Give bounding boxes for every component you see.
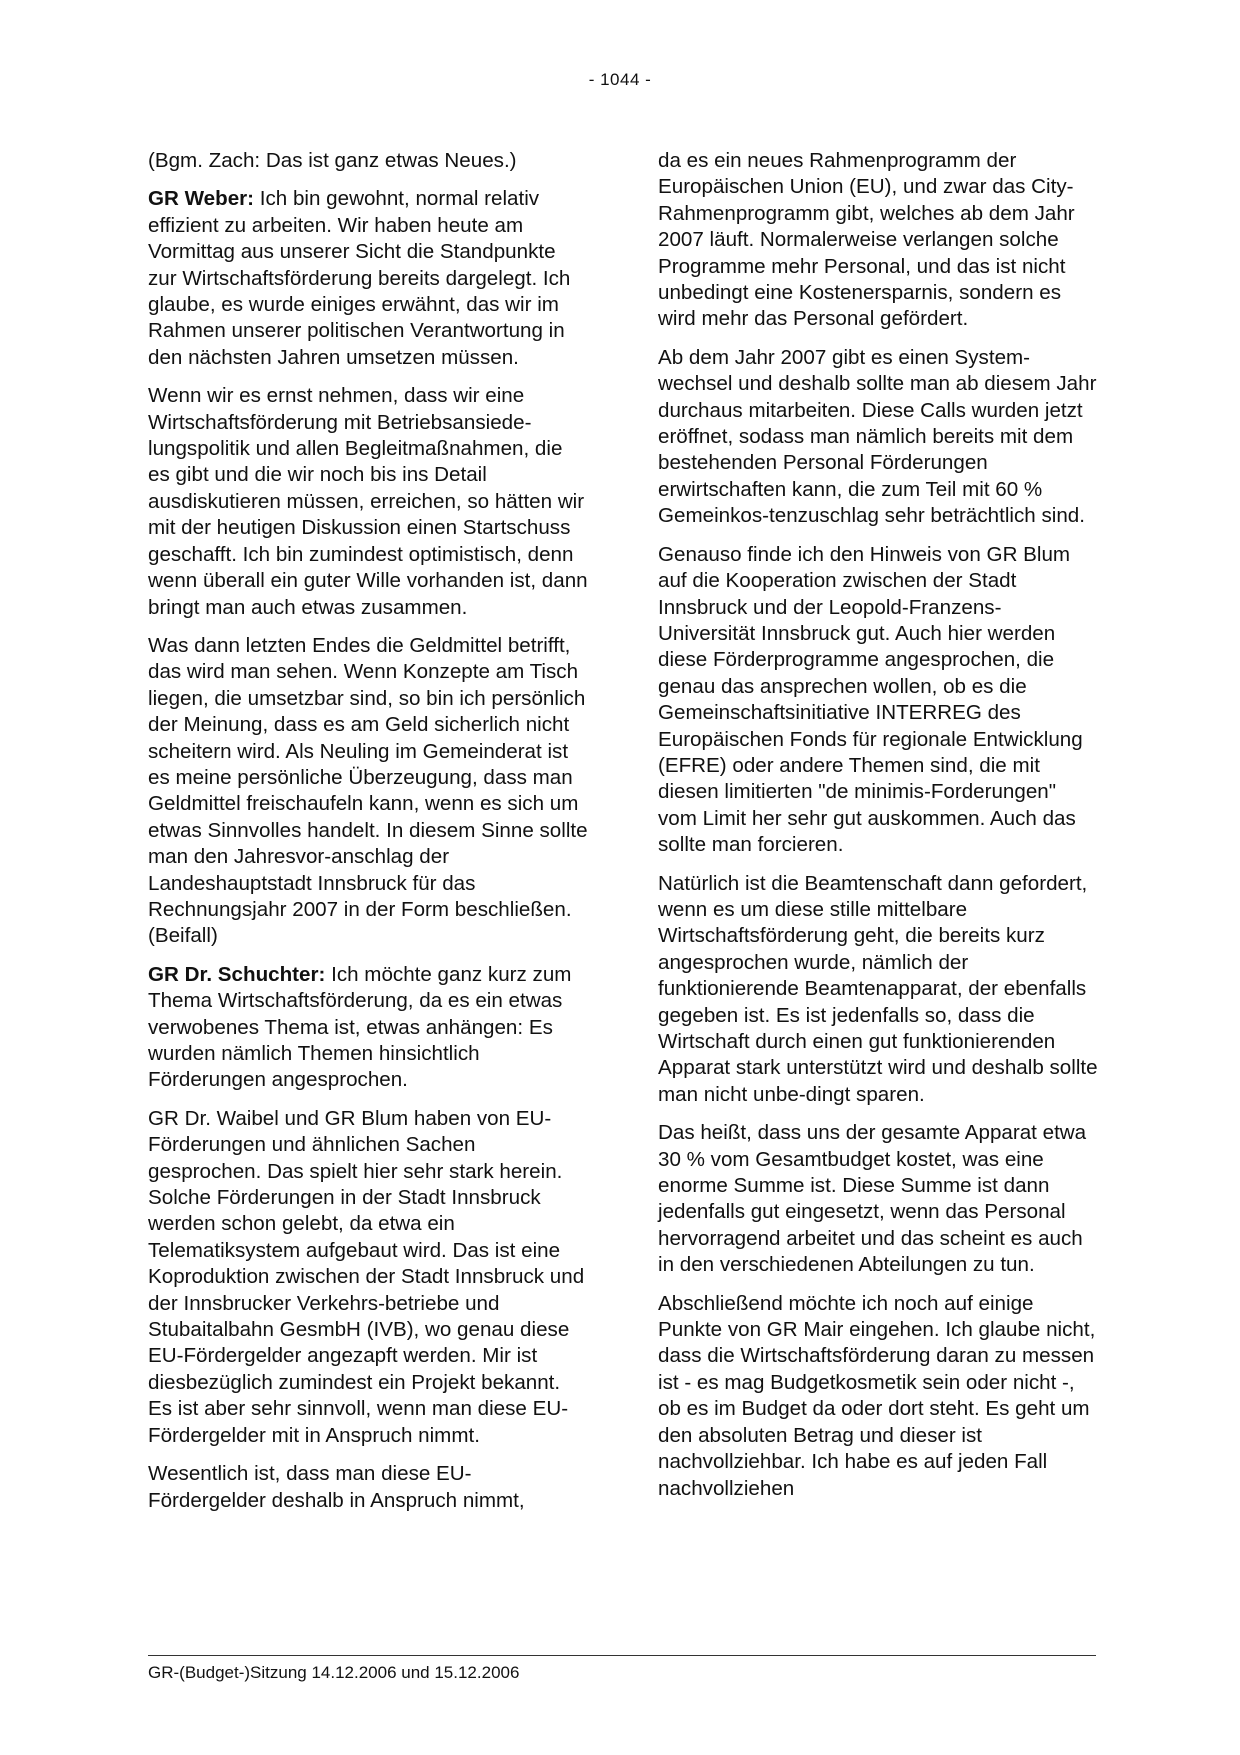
page-number: - 1044 - <box>588 70 652 89</box>
paragraph: GR Dr. Waibel und GR Blum haben von EU-Förderungen und ähnlichen Sachen gesprochen. Das spielt hier sehr stark herein. Solche Förderungen in der Stadt Innsbruck werden schon gelebt, da etwa ein Telematiksystem aufgebaut wird. Das ist eine Koproduktion zwischen der Stadt Innsbruck und der Innsbrucker Verkehrs-betriebe und Stubaitalbahn GesmbH (IVB), wo genau diese EU-Fördergelder angezapft werden. Mir ist diesbezüglich zumindest ein Projekt bekannt. Es ist aber sehr sinnvoll, wenn man diese EU-Fördergelder mit in Anspruch nimmt. <box>148 1106 585 1447</box>
speaker-name: GR Dr. Schuchter: <box>148 962 326 986</box>
paragraph: Natürlich ist die Beamtenschaft dann gefordert, wenn es um diese stille mittelbare Wirtschaftsförderung geht, die bereits kurz angesprochen wurde, nämlich der funktionierende Beamtenapparat, der ebenfalls gegeben ist. Es ist jedenfalls so, dass die Wirtschaft durch einen gut funktionierenden Apparat stark unterstützt wird und deshalb sollte man nicht unbe-dingt sparen. <box>658 871 1098 1106</box>
footer-session-info: GR-(Budget-)Sitzung 14.12.2006 und 15.12.2006 <box>148 1663 520 1682</box>
right-column <box>658 148 1098 1514</box>
paragraph: Ab dem Jahr 2007 gibt es einen System-wechsel und deshalb sollte man ab diesem Jahr durchaus mitarbeiten. Diese Calls wurden jetzt eröffnet, sodass man nämlich bereits mit dem bestehenden Personal Förderungen erwirtschaften kann, die zum Teil mit 60 % Gemeinkos-tenzuschlag sehr beträchtlich sind. <box>658 345 1097 528</box>
paragraph: Das heißt, dass uns der gesamte Apparat etwa 30 % vom Gesamtbudget kostet, was eine enorme Summe ist. Diese Summe ist dann jedenfalls gut eingesetzt, wenn das Personal hervorragend arbeitet und das scheint es auch in den verschiedenen Abteilungen zu tun. <box>658 1121 1087 1277</box>
paragraph: (Bgm. Zach: Das ist ganz etwas Neues.) <box>148 149 517 172</box>
speech-text: Ich möchte ganz kurz zum Thema Wirtschaftsförderung, da es ein etwas verwobenes Thema ist, etwas anhängen: Es wurden nämlich Themen hinsichtlich Förderungen angesprochen. <box>148 962 572 1092</box>
footer-divider <box>148 1655 1096 1656</box>
paragraph: Abschließend möchte ich noch auf einige Punkte von GR Mair eingehen. Ich glaube nicht, dass die Wirtschaftsförderung daran zu messen ist - es mag Budgetkosmetik sein oder nicht -, ob es im Budget da oder dort steht. Es geht um den absoluten Betrag und dieser ist nachvollziehbar. Ich habe es auf jeden Fall nachvollziehen <box>658 1291 1096 1500</box>
paragraph: da es ein neues Rahmenprogramm der Europäischen Union (EU), und zwar das City-Rahmenprogramm gibt, welches ab dem Jahr 2007 läuft. Normalerweise verlangen solche Programme mehr Personal, und das ist nicht unbedingt eine Kostenersparnis, sondern es wird mehr das Personal gefördert. <box>658 149 1075 331</box>
paragraph: Wesentlich ist, dass man diese EU-Fördergelder deshalb in Anspruch nimmt, <box>148 1462 525 1512</box>
speech-text: Ich bin gewohnt, normal relativ effizient zu arbeiten. Wir haben heute am Vormittag aus unserer Sicht die Standpunkte zur Wirtschaftsförderung bereits dargelegt. Ich glaube, es wurde einiges erwähnt, das wir im Rahmen unserer politischen Verantwortung in den nächsten Jahren umsetzen müssen. <box>148 187 571 369</box>
paragraph: Wenn wir es ernst nehmen, dass wir eine Wirtschaftsförderung mit Betriebsansiede-lungspolitik und allen Begleitmaßnahmen, die es gibt und die wir noch bis ins Detail ausdiskutieren müssen, erreichen, so hätten wir mit der heutigen Diskussion einen Startschuss geschafft. Ich bin zumindest optimistisch, denn wenn überall ein guter Wille vorhanden ist, dann bringt man auch etwas zusammen. <box>148 384 588 619</box>
left-column <box>148 148 588 1526</box>
paragraph <box>148 186 588 371</box>
paragraph: Was dann letzten Endes die Geldmittel betrifft, das wird man sehen. Wenn Konzepte am Tisch liegen, die umsetzbar sind, so bin ich persönlich der Meinung, dass es am Geld sicherlich nicht scheitern wird. Als Neuling im Gemeinderat ist es meine persönliche Überzeugung, dass man Geldmittel freischaufeln kann, wenn es sich um etwas Sinnvolles handelt. In diesem Sinne sollte man den Jahresvor-anschlag der Landeshauptstadt Innsbruck für das Rechnungsjahr 2007 in der Form beschließen. (Beifall) <box>148 633 588 948</box>
paragraph: Genauso finde ich den Hinweis von GR Blum auf die Kooperation zwischen der Stadt Innsbruck und der Leopold-Franzens-Universität Innsbruck gut. Auch hier werden diese Förderprogramme angesprochen, die genau das ansprechen wollen, ob es die Gemeinschaftsinitiative INTERREG des Europäischen Fonds für regionale Entwicklung (EFRE) oder andere Themen sind, die mit diesen limitierten "de minimis-Forderungen" vom Limit her sehr gut auskommen. Auch das sollte man forcieren. <box>658 542 1083 857</box>
speaker-name: GR Weber: <box>148 187 255 211</box>
paragraph <box>148 962 588 1094</box>
